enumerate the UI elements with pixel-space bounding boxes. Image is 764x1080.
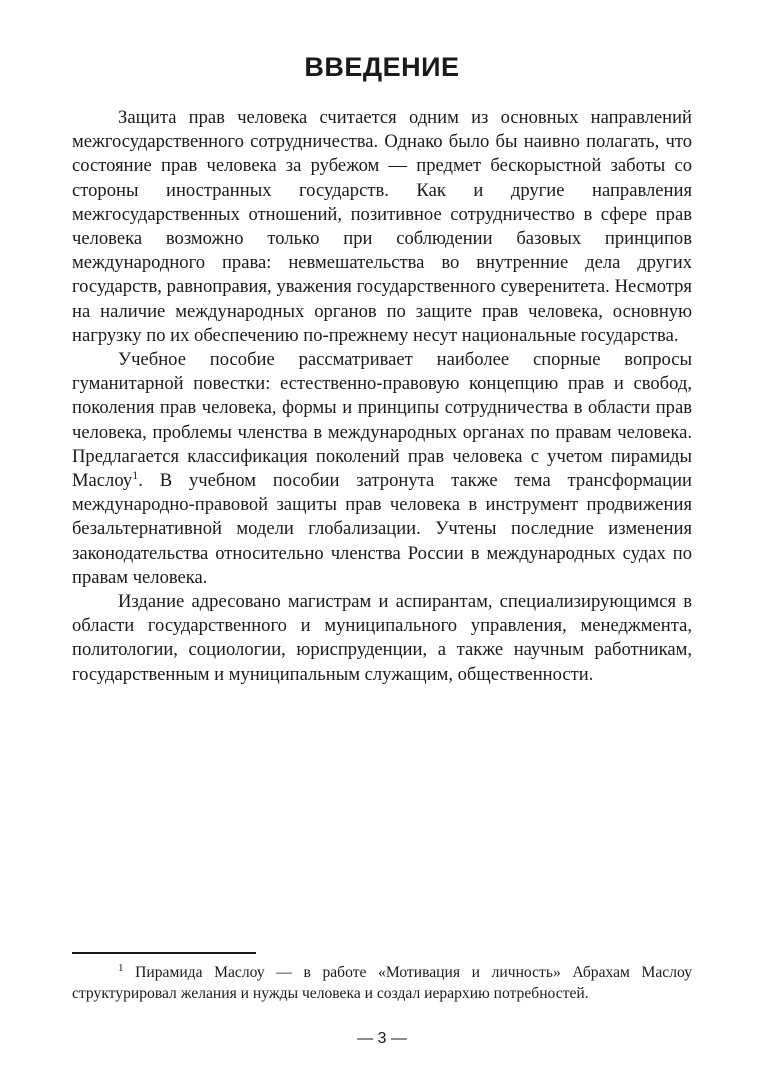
- footnote-number: 1: [118, 961, 124, 974]
- paragraph-2: [72, 348, 692, 590]
- page-title: ВВЕДЕНИЕ: [304, 52, 460, 82]
- footnote-text: Пирамида Маслоу — в работе «Мотивация и личность» Абрахам Маслоу структурировал желания и нужды человека и создал иерархию потребностей.: [72, 964, 692, 1002]
- paragraph-2-text-before: Учебное пособие рассматривает наиболее спорные вопросы гуманитарной повестки: естественно-правовую концепцию прав и свобод, поколения прав человека, формы и принципы сотрудничества в области прав человека, проблемы членства в международных органах по правам человека. Предлагается классификация поколений прав человека с учетом пирамиды Маслоу: [72, 349, 692, 492]
- footnote-separator: [72, 952, 256, 954]
- footnote: [72, 962, 692, 1004]
- paragraph-3: Издание адресовано магистрам и аспирантам, специализирующимся в области государственного и муниципального управления, менеджмента, политологии, социологии, юриспруденции, а также научным работникам, государственным и муниципальным служащим, общественности.: [72, 591, 692, 685]
- body-text: [72, 106, 692, 687]
- paragraph-1: Защита прав человека считается одним из основных направлений межгосударственного сотрудничества. Однако было бы наивно полагать, что состояние прав человека за рубежом — предмет бескорыстной заботы со стороны иностранных государств. Как и другие направления межгосударственных отношений, позитивное сотрудничество в сфере прав человека возможно только при соблюдении базовых принципов международного права: невмешательства во внутренние дела других государств, равноправия, уважения государственного суверенитета. Несмотря на наличие международных органов по защите прав человека, основную нагрузку по их обеспечению по-прежнему несут национальные государства.: [72, 107, 692, 346]
- paragraph-2-text-after: . В учебном пособии затронута также тема трансформации международно-правовой защиты прав человека в инструмент продвижения безальтернативной модели глобализации. Учтены последние изменения законодательства относительно членства России в международных судах по правам человека.: [72, 470, 692, 588]
- page-number: — 3 —: [357, 1030, 407, 1047]
- footnote-reference: 1: [132, 467, 139, 482]
